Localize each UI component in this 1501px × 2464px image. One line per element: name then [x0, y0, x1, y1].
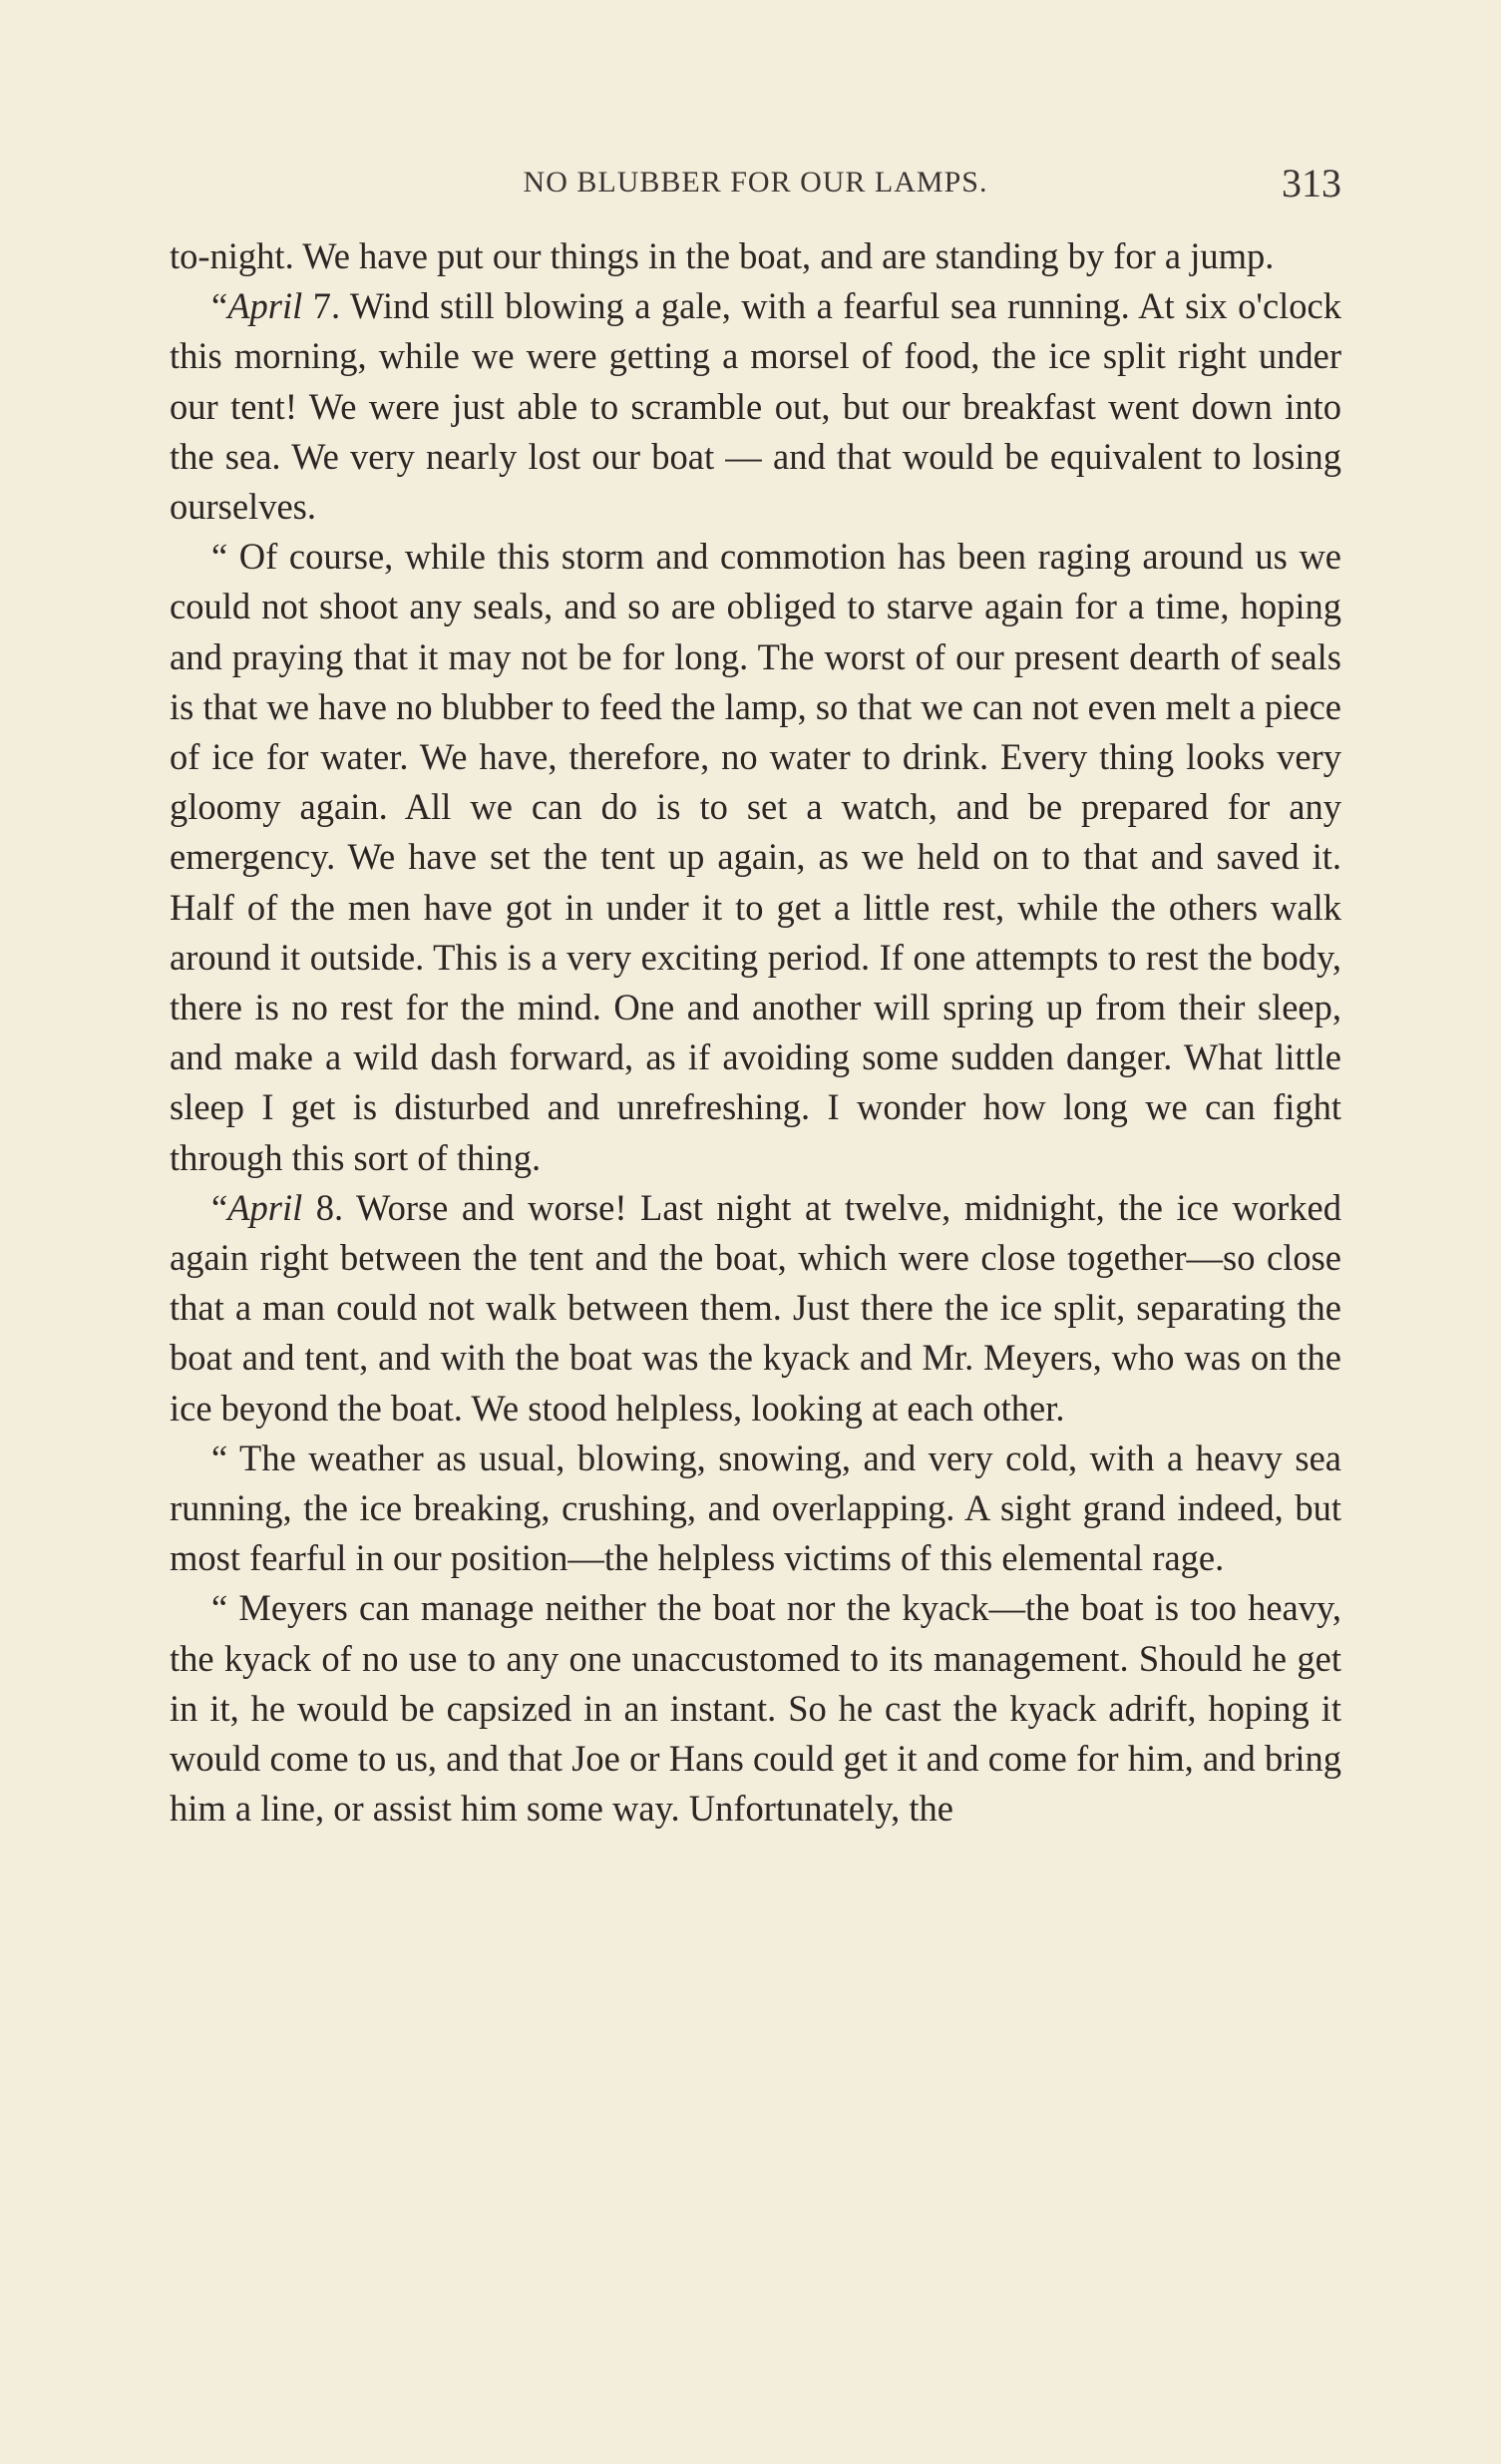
date-april-8: April: [227, 1186, 303, 1228]
paragraph-5: [170, 1434, 1341, 1584]
paragraph-2-text: 7. Wind still blowing a gale, with a fearful sea running. At six o'clock this morning, while we were getting a morsel of food, the ice split right under our tent! We were just able to scramble out, but our breakfast went down into the sea. We very nearly lost our boat — and that would be equivalent to losing ourselves.: [170, 285, 1341, 528]
paragraph-3: [170, 532, 1341, 1183]
paragraph-4: [170, 1183, 1341, 1434]
paragraph-6-text: “ Meyers can manage neither the boat nor the kyack—the boat is too heavy, the kyack of no use to any one unaccustomed to its management. Should he get in it, he would be capsized in an instant. So he cast the kyack adrift, hoping it would come to us, and that Joe or Hans could get it and come for him, and bring him a line, or assist him some way. Unfortunately, the: [170, 1587, 1341, 1830]
paragraph-2: [170, 281, 1341, 532]
paragraph-1-text: to-night. We have put our things in the boat, and are standing by for a jump.: [170, 235, 1275, 276]
body-text: [170, 231, 1341, 1835]
running-title: NO BLUBBER FOR OUR LAMPS.: [523, 166, 988, 199]
paragraph-1: [170, 231, 1341, 281]
page-header: [170, 160, 1341, 209]
paragraph-5-text: “ The weather as usual, blowing, snowing, and very cold, with a heavy sea running, the ice breaking, crushing, and overlapping. A sight grand indeed, but most fearful in our position—the helpless victims of this elemental rage.: [170, 1437, 1341, 1579]
paragraph-4-text: 8. Worse and worse! Last night at twelve, midnight, the ice worked again right between the tent and the boat, which were close together—so close that a man could not walk between them. Just there the ice split, separating the boat and tent, and with the boat was the kyack and Mr. Meyers, who was on the ice beyond the boat. We stood helpless, looking at each other.: [170, 1186, 1341, 1429]
paragraph-3-text: “ Of course, while this storm and commotion has been raging around us we could not shoot any seals, and so are obliged to starve again for a time, hoping and praying that it may not be for long. The worst of our present dearth of seals is that we have no blubber to feed the lamp, so that we can not even melt a piece of ice for water. We have, therefore, no water to drink. Every thing looks very gloomy again. All we can do is to set a watch, and be prepared for any emergency. We have set the tent up again, as we held on to that and saved it. Half of the men have got in under it to get a little rest, while the others walk around it outside. This is a very exciting period. If one attempts to rest the body, there is no rest for the mind. One and another will spring up from their sleep, and make a wild dash forward, as if avoiding some sudden danger. What little sleep I get is disturbed and unrefreshing. I wonder how long we can fight through this sort of thing.: [170, 536, 1341, 1178]
paragraph-6: [170, 1583, 1341, 1834]
page-number: 313: [1282, 161, 1341, 205]
open-quote: “: [211, 285, 228, 327]
open-quote: “: [211, 1186, 228, 1228]
date-april-7: April: [227, 285, 303, 327]
